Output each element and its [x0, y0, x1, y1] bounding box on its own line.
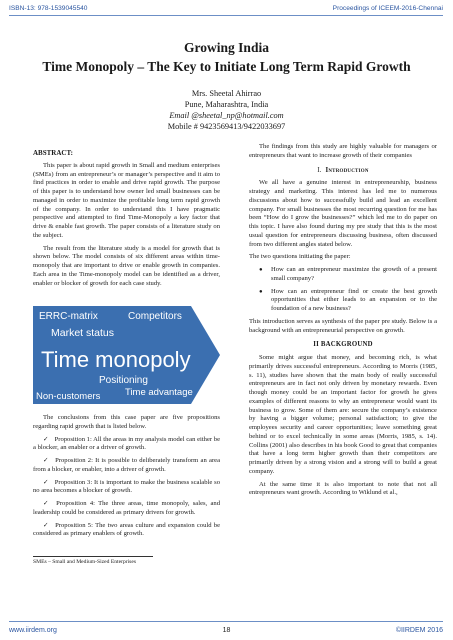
- abstract-paragraph-2: The result from the literature study is a model for growth that is shown below. The model consists of six different areas within time-monopoly that are important to drive or enable growth in companies. Each area in the Time-monopoly model can be identified as a driver, enabler or blocker of growth for each case study.: [33, 244, 220, 287]
- author-location: Pune, Maharashtra, India: [184, 100, 269, 109]
- intro-paragraph-2: The two questions initiating the paper:: [249, 253, 351, 261]
- background-paragraph-1: Some might argue that money, and becoming rich, is what primarily drives successful entrepreneurs. According to Morris (1985, s. 11), studies have shown that the main body of really successful entrepreneurs are in fact not only driven by monetary rewards. Even though money could be an important factor for growth he gives examples of different reasons to why an entrepreneur would want its business to grow. Some of them are: secure the company’s existence by having a bigger volume; personal satisfaction; to give the employees security and career opportunities; leave something great behind or to excel technically in some areas (Morris, 1985, s. 14). Collins (2001) also describes in his book Good to great that companies that have a long term higher growth than their competitors are primarily driven by a strong vision and a strong will to build a great company.: [249, 354, 437, 475]
- findings-paragraph: The findings from this study are highly valuable for managers or entrepreneurs that want to increase growth of their companies: [249, 143, 437, 159]
- abstract-paragraph-1: This paper is about rapid growth in Small and medium enterprises (SMEs) from an entrepreneur’s or manager’s perspective and it aim to find practices in order to enable and drive rapid growth. The purpose of this paper is to understand how owner led small businesses can be managed in order to maximize the profitable long term rapid growth of the company. In order to understand this I have pragmatic perspective and attempted to find Time-Monopoly a key factor that drive & enable fast growth. The paper consists of a literature study on the subject.: [33, 161, 220, 239]
- section-heading-introduction: I. Introduction: [317, 166, 369, 174]
- question-bullet-1: ● How can an entrepreneur maximize the growth of a present small company?: [259, 266, 437, 282]
- banner-errc: ERRC-matrix: [39, 311, 98, 322]
- paper-title-line2: Time Monopoly – The Key to Initiate Long Term Rapid Growth: [42, 59, 411, 74]
- checkmark-icon: ✓: [43, 435, 49, 443]
- checkmark-icon: ✓: [43, 500, 51, 507]
- background-paragraph-2: At the same time it is also important to note that not all entrepreneurs want growth. According to Wiklund et al.,: [249, 480, 437, 497]
- section-heading-background: II BACKGROUND: [313, 341, 373, 349]
- intro-paragraph-3: This introduction serves as synthesis of the paper pre study. Below is a background with an entrepreneurial perspective on growth.: [249, 317, 437, 334]
- banner-non-customers: Non-customers: [36, 391, 101, 402]
- author-name: Mrs. Sheetal Ahirrao: [191, 89, 262, 98]
- banner-main-label: Time monopoly: [41, 347, 191, 372]
- proposition-4: ✓ Proposition 4: The three areas, time monopoly, sales, and leadership could be considered as primary drivers for growth.: [33, 500, 220, 516]
- header-isbn: ISBN-13: 978-1539045540: [9, 5, 88, 12]
- proposition-2: ✓ Proposition 2: It is possible to deliberately transform an area from a blocker, or enabler, into a driver of growth.: [33, 457, 220, 473]
- header-proceedings: Proceedings of ICEEM-2016-Chennai: [332, 5, 443, 12]
- banner-positioning: Positioning: [99, 375, 148, 386]
- footnote-divider: [33, 556, 153, 557]
- checkmark-icon: ✓: [43, 521, 50, 529]
- bullet-icon: ●: [259, 267, 263, 273]
- footnote: SMEs – Small and Medium-Sized Enterprises: [33, 559, 137, 565]
- author-block: [0, 88, 453, 132]
- paper-title-line1: Growing India: [184, 40, 269, 55]
- right-column: [249, 143, 437, 502]
- intro-paragraph-1: We all have a genuine interest in entrepreneurship, business strategy and marketing. This interest has led me to numerous discussions about how to successfully build and lead an excellent company. For small businesses the most recurring question for me has been “How do I grow the businesses?” which led me to do paper on this topic. I have also found during my pre study that this is the most usual question for entrepreneurs discussing business, often discussed from two different angles stated below.: [249, 179, 437, 248]
- question-bullet-2: ● How can an entrepreneur find or create the best growth opportunities that either leads to an expansion or to the foundation of a new business?: [259, 287, 437, 312]
- banner-time-advantage: Time advantage: [125, 387, 193, 398]
- bullet-icon: ●: [259, 288, 263, 295]
- left-column: [33, 143, 220, 292]
- conclusions-block: [33, 414, 220, 543]
- footer-site-link[interactable]: www.iirdem.org: [9, 627, 57, 634]
- footer-copyright: ©IIRDEM 2016: [395, 627, 443, 634]
- proposition-5: ✓ Proposition 5: The two areas culture and expansion could be considered as primary enablers of growth.: [33, 521, 220, 538]
- checkmark-icon: ✓: [43, 478, 49, 486]
- proposition-1: ✓ Proposition 1: All the areas in my analysis model can either be a blocker, an enabler or a driver of growth.: [33, 435, 220, 452]
- proposition-3: ✓ Proposition 3: It is important to make the business scalable so no area becomes a blocker of growth.: [33, 478, 220, 495]
- checkmark-icon: ✓: [43, 457, 50, 464]
- header-divider: [9, 15, 443, 16]
- banner-market-status: Market status: [51, 327, 115, 339]
- conclusions-intro: The conclusions from this case paper are five propositions regarding rapid growth that is listed below.: [33, 414, 220, 430]
- banner-competitors: Competitors: [128, 311, 182, 322]
- page-number: 18: [222, 627, 231, 634]
- author-mobile: Mobile # 9423569413/9422033697: [167, 122, 286, 131]
- abstract-heading: ABSTRACT:: [33, 149, 73, 157]
- footer-divider: [9, 621, 443, 622]
- author-email: Email @sheetal_np@hotmail.com: [169, 111, 284, 120]
- time-monopoly-banner: [33, 306, 220, 404]
